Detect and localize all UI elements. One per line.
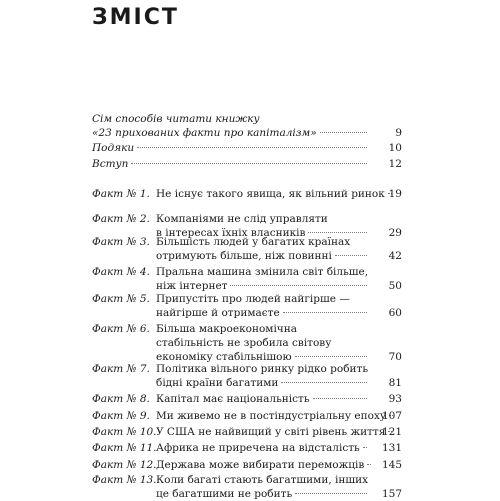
entry-title-line xyxy=(156,441,370,455)
entry-title-line xyxy=(92,141,370,155)
page-number: 12 xyxy=(388,158,402,170)
entry-title xyxy=(92,112,370,140)
entry-title-line xyxy=(156,487,370,501)
dot-leader xyxy=(367,464,371,465)
dot-leader xyxy=(295,493,367,494)
entry-title xyxy=(156,187,385,201)
entry-title-text: Африка не приречена на відсталість xyxy=(156,442,360,454)
entry-title-text: Не існує такого явища, як вільний ринок xyxy=(156,188,385,200)
dot-leader xyxy=(131,163,367,164)
page-number: 93 xyxy=(388,393,402,405)
page-number: 131 xyxy=(381,442,402,454)
fact-number: Факт № 2. xyxy=(92,213,150,225)
entry-title xyxy=(156,322,370,364)
entry-title-line xyxy=(156,458,370,472)
entry-title-line: стабільність не зробила світову xyxy=(156,337,332,349)
dot-leader xyxy=(335,255,367,256)
entry-title-text: У США не найвищий у світі рівень життя xyxy=(156,426,386,438)
entry-title-line xyxy=(156,425,386,439)
entry-title-text: Вступ xyxy=(92,158,129,170)
entry-title xyxy=(92,157,370,171)
entry-title-line xyxy=(92,157,370,171)
page-number: 10 xyxy=(388,142,402,154)
page-number: 121 xyxy=(381,426,402,438)
entry-title xyxy=(92,141,370,155)
dot-leader xyxy=(295,356,367,357)
page-number: 70 xyxy=(388,351,402,363)
entry-title xyxy=(156,392,370,406)
page-number: 9 xyxy=(395,127,402,139)
fact-number: Факт № 13. xyxy=(92,474,157,486)
entry-title-line xyxy=(156,279,370,293)
fact-number: Факт № 1. xyxy=(92,188,150,200)
page-number: 29 xyxy=(388,227,402,239)
entry-title-line: Коли багаті стають багатшими, інших xyxy=(156,474,369,486)
dot-leader xyxy=(230,285,367,286)
entry-title-line xyxy=(156,249,370,263)
entry-title-text: Капітал має національність xyxy=(156,393,310,405)
page-title: ЗМІСТ xyxy=(92,5,179,30)
fact-number: Факт № 4. xyxy=(92,266,150,278)
dot-leader xyxy=(320,132,367,133)
entry-title xyxy=(156,235,370,263)
table-of-contents xyxy=(92,0,402,500)
entry-title-text: бідні країни багатими xyxy=(156,377,279,389)
fact-number: Факт № 10. xyxy=(92,426,157,438)
entry-title-text: ніж інтернет xyxy=(156,280,228,292)
entry-title xyxy=(156,409,387,423)
entry-title xyxy=(156,362,370,390)
fact-number: Факт № 7. xyxy=(92,363,150,375)
dot-leader xyxy=(308,232,367,233)
fact-number: Факт № 11. xyxy=(92,442,157,454)
entry-title-text: «23 прихованих факти про капіталізм» xyxy=(92,127,317,139)
entry-title xyxy=(156,441,370,455)
fact-number: Факт № 8. xyxy=(92,393,150,405)
entry-title xyxy=(156,458,370,472)
entry-title-line: Більшість людей у багатих країнах xyxy=(156,236,351,248)
entry-title-text: в інтересах їхніх власників xyxy=(156,227,306,239)
dot-leader xyxy=(283,312,367,313)
entry-title-text: отримують більше, ніж повинні xyxy=(156,250,332,262)
entry-title xyxy=(156,425,386,439)
page-number: 81 xyxy=(388,377,402,389)
entry-title-line: Політика вільного ринку рідко робить xyxy=(156,363,369,375)
entry-title-line: Більша макроекономічна xyxy=(156,323,297,335)
entry-title-text: Держава може вибирати переможців xyxy=(156,459,365,471)
entry-title-line xyxy=(156,392,370,406)
page-number: 60 xyxy=(388,307,402,319)
fact-number: Факт № 9. xyxy=(92,410,150,422)
page-number: 19 xyxy=(388,188,402,200)
page-number: 107 xyxy=(381,410,402,422)
entry-title-text: Подяки xyxy=(92,142,135,154)
entry-title-line: Пральна машина змінила світ більше, xyxy=(156,266,369,278)
dot-leader xyxy=(313,398,367,399)
page-number: 145 xyxy=(381,459,402,471)
entry-title-line xyxy=(92,126,370,140)
entry-title-line: Сім способів читати книжку xyxy=(92,113,260,125)
fact-number: Факт № 3. xyxy=(92,236,150,248)
entry-title-line xyxy=(156,306,370,320)
entry-title-text: це багатшими не робить xyxy=(156,488,293,500)
entry-title-line xyxy=(156,376,370,390)
entry-title-text: економіку стабільнішою xyxy=(156,351,292,363)
dot-leader xyxy=(281,382,367,383)
entry-title xyxy=(156,265,370,293)
page-number: 50 xyxy=(388,280,402,292)
entry-title xyxy=(156,473,370,501)
entry-title-text: найгірше й отримаєте xyxy=(156,307,280,319)
entry-title-line: Компаніями не слід управляти xyxy=(156,213,328,225)
fact-number: Факт № 5. xyxy=(92,293,150,305)
page-number: 157 xyxy=(381,488,402,500)
fact-number: Факт № 6. xyxy=(92,323,150,335)
entry-title-line: Припустіть про людей найгірше — xyxy=(156,293,350,305)
fact-number: Факт № 12. xyxy=(92,459,157,471)
dot-leader xyxy=(363,447,367,448)
entry-title-line xyxy=(156,409,387,423)
dot-leader xyxy=(137,147,367,148)
page-number: 42 xyxy=(388,250,402,262)
entry-title-text: Ми живемо не в постіндустріальну епоху xyxy=(156,410,387,422)
entry-title xyxy=(156,292,370,320)
entry-title-line xyxy=(156,187,385,201)
